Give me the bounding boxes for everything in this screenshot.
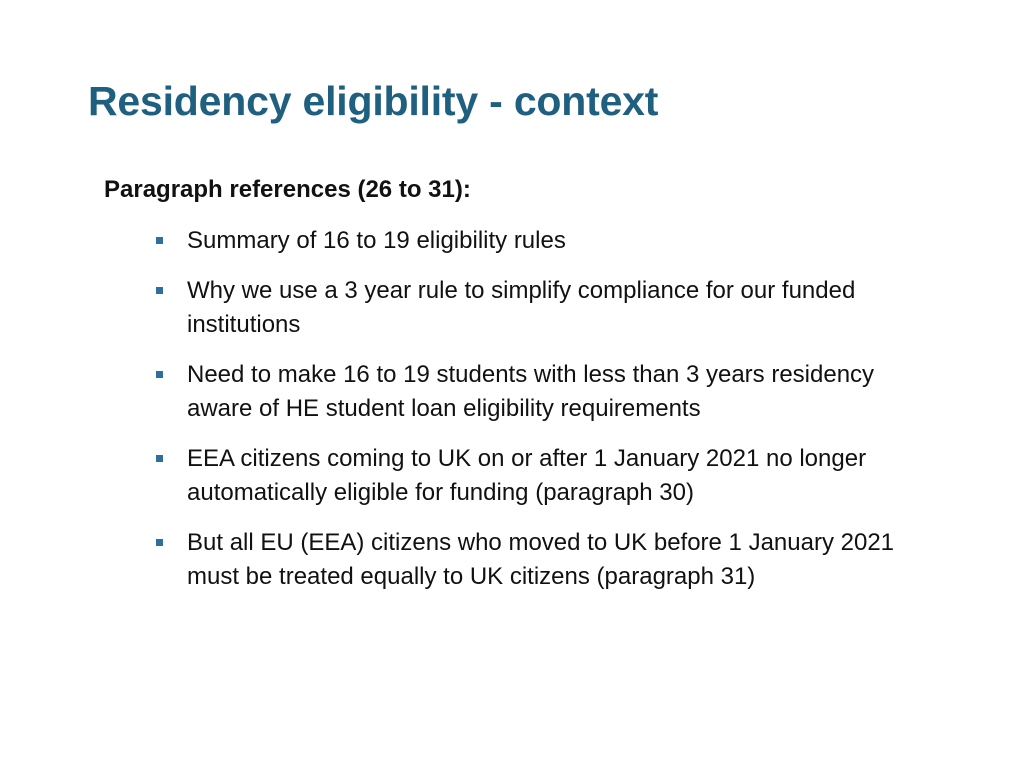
bullet-text: EEA citizens coming to UK on or after 1 January 2021 no longer automatically eligible for funding (paragraph 30) (187, 445, 867, 506)
bullet-item (154, 358, 914, 426)
square-bullet-icon (156, 237, 163, 244)
bullet-item (154, 442, 914, 510)
bullet-item (154, 274, 914, 342)
bullet-list (154, 224, 914, 610)
slide-title: Residency eligibility - context (88, 78, 659, 124)
paragraph-references-heading: Paragraph references (26 to 31): (104, 176, 471, 203)
bullet-item (154, 224, 914, 258)
bullet-text: Summary of 16 to 19 eligibility rules (187, 227, 566, 254)
bullet-text: But all EU (EEA) citizens who moved to UK before 1 January 2021 must be treated equally to UK citizens (paragraph 31) (187, 529, 895, 590)
square-bullet-icon (156, 371, 163, 378)
square-bullet-icon (156, 455, 163, 462)
bullet-text: Why we use a 3 year rule to simplify compliance for our funded institutions (187, 277, 856, 338)
bullet-text: Need to make 16 to 19 students with less than 3 years residency aware of HE student loan eligibility requirements (187, 361, 875, 422)
square-bullet-icon (156, 287, 163, 294)
bullet-item (154, 526, 914, 594)
square-bullet-icon (156, 539, 163, 546)
